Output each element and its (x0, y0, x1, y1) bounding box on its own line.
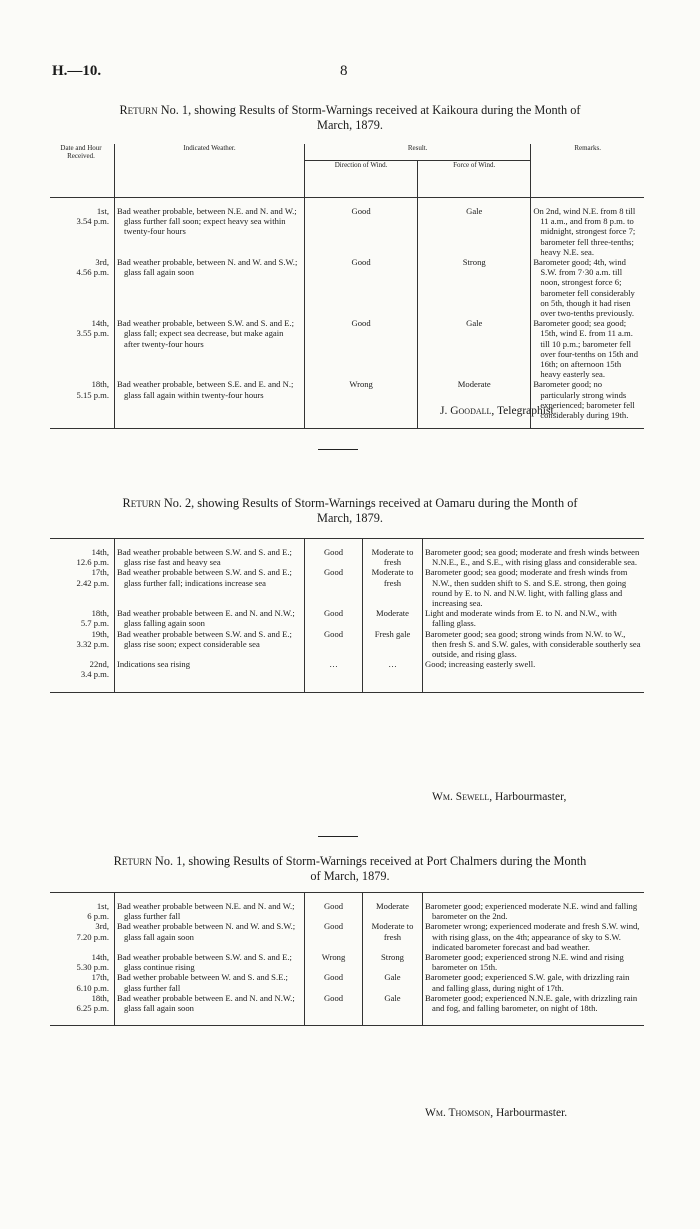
return-title (50, 103, 650, 132)
remarks-cell: Barometer good; sea good; moderate and fresh winds between N.N.E., E., and S.E., with rising glass and considerable sea. (425, 547, 640, 568)
date-cell: 14th, (91, 952, 109, 963)
remarks-cell: Barometer good; 4th, wind S.W. from 7·30 a.m. till noon, strongest force 6; barometer fell considerably on 5th, though it had risen over two-tenths previously. (533, 257, 635, 319)
direction-cell: … (305, 659, 363, 679)
date-cell: 22nd, (89, 659, 109, 670)
force-cell: Moderate to fresh (363, 547, 423, 567)
column-header-date: Date and Hour Received. (50, 144, 115, 198)
force-cell: Gale (363, 972, 423, 992)
time-cell: 3.55 p.m. (76, 328, 109, 339)
direction-cell: Wrong (305, 952, 363, 972)
signature-role: , Harbourmaster. (490, 1107, 568, 1119)
force-cell: … (363, 659, 423, 679)
signature-name: Wm. Thomson (425, 1107, 491, 1119)
time-cell: 5.7 p.m. (80, 618, 109, 629)
force-cell: Moderate (363, 901, 423, 921)
return-table-oamaru (50, 538, 644, 693)
force-cell: Strong (418, 257, 531, 318)
force-cell: Moderate to fresh (363, 921, 423, 952)
table-row (50, 952, 644, 972)
remarks-cell: Barometer good; experienced strong N.E. wind and rising barometer on 15th. (425, 952, 624, 973)
time-cell: 6.10 p.m. (76, 982, 109, 993)
table-row (50, 993, 644, 1013)
section-divider (318, 836, 358, 837)
remarks-cell: Barometer good; experienced moderate N.E. wind and falling barometer on the 2nd. (425, 901, 638, 922)
date-cell: 19th, (91, 628, 109, 639)
time-cell: 6 p.m. (87, 911, 109, 922)
weather-cell: Bad weather probable between S.W. and S. and E.; glass rise soon; expect considerable sea (115, 629, 305, 660)
time-cell: 5.30 p.m. (76, 962, 109, 973)
table-row (50, 921, 644, 952)
column-header-weather: Indicated Weather. (115, 144, 305, 198)
return-title-line2: March, 1879. (317, 510, 383, 525)
time-cell: 3.32 p.m. (76, 638, 109, 649)
time-cell: 3.4 p.m. (80, 669, 109, 680)
weather-cell: Bad weather probable, between N. and W. and S.W.; glass fall again soon (115, 257, 305, 318)
signature (425, 1107, 567, 1119)
return-title-line2: March, 1879. (317, 117, 383, 132)
direction-cell: Good (305, 629, 363, 660)
return-title (50, 854, 650, 883)
direction-cell: Good (305, 993, 363, 1013)
weather-cell: Bad weather probable, between S.E. and E. and N.; glass fall again within twenty-four hours (115, 379, 305, 420)
force-cell: Moderate to fresh (363, 567, 423, 608)
column-header-direction: Direction of Wind. (305, 161, 418, 198)
signature-role: , Harbourmaster, (489, 791, 567, 803)
table-row (50, 206, 644, 257)
remarks-cell: Barometer good; experienced N.N.E. gale, with drizzling rain and fog, and falling barometer, on night of 18th. (425, 992, 638, 1014)
return-title-line2: of March, 1879. (310, 868, 390, 883)
table-row (50, 547, 644, 567)
direction-cell: Good (305, 921, 363, 952)
time-cell: 5.15 p.m. (76, 389, 109, 400)
remarks-cell: Barometer good; sea good; 15th, wind E. from 11 a.m. till 10 p.m.; barometer fell over four-tenths on 15th and 16th; on afternoon 15th heavy easterly sea. (533, 318, 638, 380)
time-cell: 6.25 p.m. (76, 1003, 109, 1014)
weather-cell: Bad weather probable between S.W. and S. and E.; glass further fall; indications increase sea (115, 567, 305, 608)
force-cell: Gale (418, 318, 531, 379)
weather-cell: Bad weather probable between S.W. and S. and E.; glass rise fast and heavy sea (115, 547, 305, 567)
remarks-cell: Barometer good; no particularly strong winds experienced; barometer fell considerably during 19th. (533, 379, 635, 421)
table-row (50, 567, 644, 608)
weather-cell: Bad weather probable between N. and W. and S.W.; glass fall again soon (115, 921, 305, 952)
date-cell: 1st, (96, 901, 109, 911)
column-header-force: Force of Wind. (418, 161, 531, 198)
weather-cell: Bad weather probable between E. and N. and N.W.; glass falling again soon (115, 608, 305, 628)
date-cell: 3rd, (95, 257, 109, 268)
table-row (50, 972, 644, 992)
weather-cell: Bad weather probable, between N.E. and N. and W.; glass further fall soon; expect heavy sea within twenty-four hours (115, 206, 305, 257)
date-cell: 18th, (91, 379, 109, 390)
weather-cell: Bad weather probable, between S.W. and S. and E.; glass fall; expect sea decrease, but make again after twenty-four hours (115, 318, 305, 379)
return-table-kaikoura (50, 144, 644, 429)
signature-role: , Telegraphist. (491, 405, 557, 417)
force-cell: Gale (418, 206, 531, 257)
return-title-lead: Return (119, 103, 158, 117)
time-cell: 12.6 p.m. (76, 557, 109, 568)
column-header-result: Result. (305, 144, 531, 161)
time-cell: 2.42 p.m. (76, 577, 109, 588)
direction-cell: Good (305, 318, 418, 379)
weather-cell: Bad weather probable between S.W. and S. and E.; glass continue rising (115, 952, 305, 972)
date-cell: 18th, (91, 608, 109, 619)
weather-cell: Indications sea rising (115, 659, 305, 679)
direction-cell: Good (305, 547, 363, 567)
remarks-cell: Barometer good; sea good; moderate and fresh winds from N.W., then sudden shift to S. and S.E. strong, then going round by E. to N. and N.W. light, with falling glass and increasing sea. (425, 567, 628, 609)
direction-cell: Good (305, 567, 363, 608)
section-divider (318, 449, 358, 450)
date-cell: 1st, (96, 206, 109, 216)
time-cell: 7.20 p.m. (76, 931, 109, 942)
table-row (50, 257, 644, 318)
force-cell: Fresh gale (363, 629, 423, 660)
table-row (50, 901, 644, 921)
weather-cell: Bad weather probable between N.E. and N. and W.; glass further fall (115, 901, 305, 921)
direction-cell: Wrong (305, 379, 418, 420)
signature (440, 405, 557, 417)
force-cell: Moderate (418, 379, 531, 420)
table-header (50, 144, 644, 161)
return-title-lead: Return (113, 854, 152, 868)
column-header-remarks: Remarks. (531, 144, 644, 198)
remarks-cell: Barometer good; experienced S.W. gale, with drizzling rain and falling glass, during night of 17th. (425, 972, 630, 993)
remarks-cell: On 2nd, wind N.E. from 8 till 11 a.m., and from 8 p.m. to midnight, strongest force 7; barometer fell three-tenths; heavy N.E. sea. (533, 206, 636, 257)
signature (432, 791, 566, 803)
date-cell: 17th, (91, 972, 109, 983)
time-cell: 3.54 p.m. (76, 216, 109, 227)
date-cell: 14th, (91, 547, 109, 557)
date-cell: 17th, (91, 567, 109, 578)
return-table-port-chalmers (50, 892, 644, 1026)
force-cell: Strong (363, 952, 423, 972)
force-cell: Moderate (363, 608, 423, 628)
direction-cell: Good (305, 206, 418, 257)
weather-cell: Bad wether probable between W. and S. and S.E.; glass further fall (115, 972, 305, 992)
signature-name: Wm. Sewell (432, 791, 490, 803)
remarks-cell: Good; increasing easterly swell. (425, 659, 536, 670)
table-row (50, 629, 644, 660)
return-title-text: No. 2, showing Results of Storm-Warnings received at Oamaru during the Month of (160, 496, 578, 510)
return-title-text: No. 1, showing Results of Storm-Warnings received at Kaikoura during the Month of (157, 103, 581, 117)
return-title-text: No. 1, showing Results of Storm-Warnings received at Port Chalmers during the Month (151, 854, 587, 868)
table-row (50, 608, 644, 628)
direction-cell: Good (305, 972, 363, 992)
date-cell: 14th, (91, 318, 109, 329)
direction-cell: Good (305, 608, 363, 628)
table-row (50, 659, 644, 679)
table-row (50, 318, 644, 379)
remarks-cell: Light and moderate winds from E. to N. and N.W., with falling glass. (425, 608, 617, 629)
remarks-cell: Barometer good; sea good; strong winds from N.W. to W., then fresh S. and S.W. gales, with considerable southerly sea outside, and rising glass. (425, 628, 641, 660)
return-title (50, 496, 650, 525)
page-number: 8 (340, 63, 348, 79)
force-cell: Gale (363, 993, 423, 1013)
signature-name: J. Goodall (440, 405, 492, 417)
return-title-lead: Return (122, 496, 161, 510)
time-cell: 4.56 p.m. (76, 267, 109, 278)
weather-cell: Bad weather probable between E. and N. and N.W.; glass fall again soon (115, 993, 305, 1013)
date-cell: 18th, (91, 992, 109, 1003)
direction-cell: Good (305, 901, 363, 921)
series-number: H.—10. (52, 63, 102, 79)
date-cell: 3rd, (95, 921, 109, 932)
direction-cell: Good (305, 257, 418, 318)
remarks-cell: Barometer wrong; experienced moderate and fresh S.W. wind, with rising glass, on the 4th; appearance of sky to S.W. indicated barometer forecast and bad weather. (425, 921, 640, 952)
